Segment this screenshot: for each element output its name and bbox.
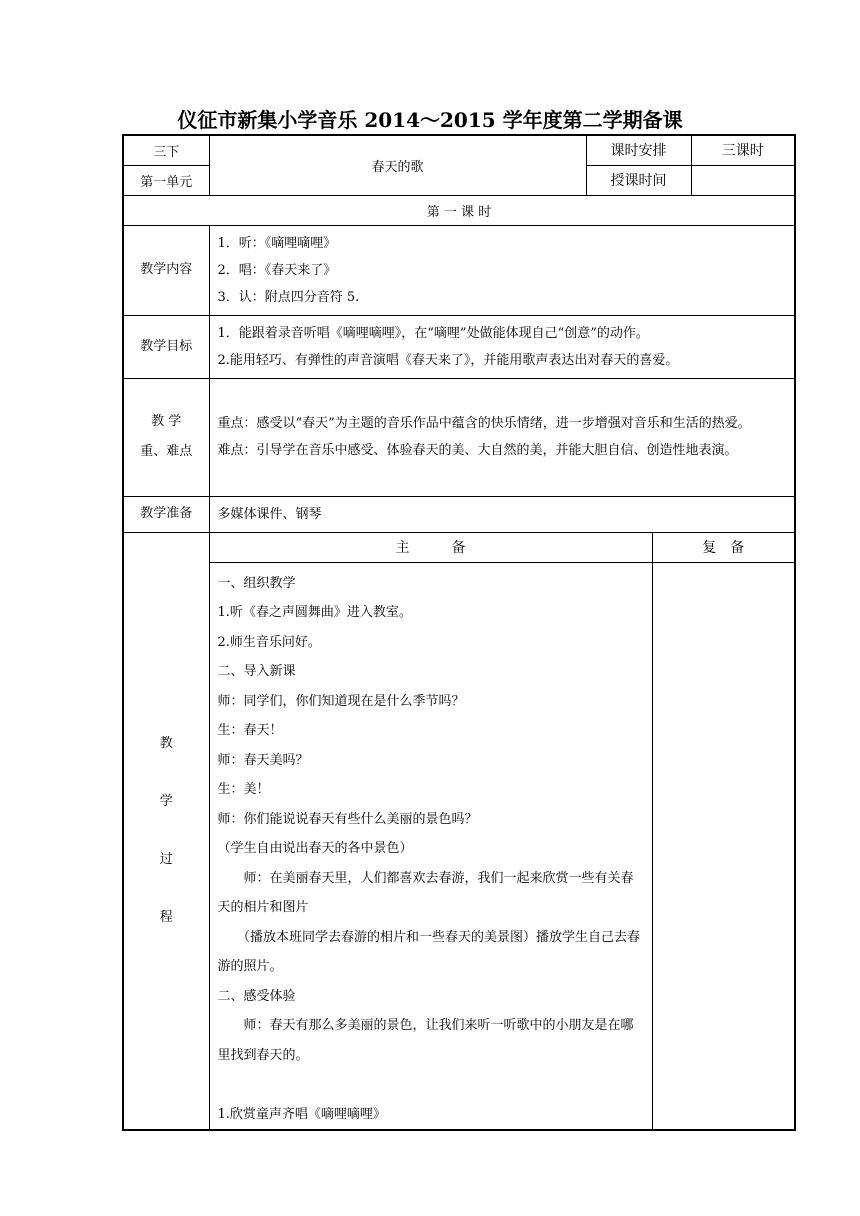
- lesson-plan-table: [122, 134, 796, 1131]
- content-item-3: 3．认：附点四分音符 5.: [217, 289, 360, 305]
- keypoints-label: [123, 378, 209, 496]
- period-heading: 第 一 课 时: [123, 195, 795, 225]
- prep-value: 多媒体课件、钢琴: [209, 496, 795, 532]
- main-prep-body: [209, 562, 652, 1130]
- process-line: （学生自由说出春天的各中景色）: [217, 841, 413, 856]
- review-prep-body: [652, 562, 795, 1130]
- process-label-char-4: 程: [159, 909, 173, 925]
- process-line: 二、感受体验: [217, 988, 296, 1004]
- keypoints-label-line1: 教 学: [151, 414, 182, 429]
- process-label-char-3: 过: [159, 851, 173, 867]
- keypoint-focus: 重点：感受以“春天”为主题的音乐作品中蕴含的快乐情绪，进一步增强对音乐和生活的热爱。: [217, 416, 751, 431]
- goals-label: 教学目标: [123, 315, 209, 378]
- content-label: 教学内容: [123, 225, 209, 315]
- goal-item-2: 2.能用轻巧、有弹性的声音演唱《春天来了》，并能用歌声表达出对春天的喜爱。: [217, 352, 679, 368]
- process-line: （播放本班同学去春游的相片和一些春天的美景图）播放学生自己去春游的照片。: [217, 929, 641, 974]
- process-line: 1.欣赏童声齐唱《嘀哩嘀哩》: [217, 1106, 386, 1122]
- schedule-value: 三课时: [691, 135, 795, 165]
- time-label: 授课时间: [586, 165, 691, 195]
- review-prep-header: 复 备: [652, 532, 795, 562]
- page-title: 仪征市新集小学音乐 2014～2015 学年度第二学期备课: [177, 108, 683, 132]
- lesson-title: 春天的歌: [209, 135, 586, 195]
- process-line: 2.师生音乐问好。: [217, 634, 321, 650]
- content-item-2: 2．唱：《春天来了》: [217, 262, 337, 278]
- process-label-char-1: 教: [159, 735, 173, 751]
- unit-cell: 第一单元: [123, 165, 209, 195]
- process-line: 1.听《春之声圆舞曲》进入教室。: [217, 605, 412, 620]
- process-line: [218, 1070, 644, 1100]
- process-line: 师：春天美吗？: [217, 752, 309, 768]
- content-item-1: 1．听：《嘀哩嘀哩》: [217, 235, 337, 251]
- process-label: [123, 532, 209, 1130]
- content-body: [209, 225, 795, 315]
- process-line: 师：春天有那么多美丽的景色，让我们来听一听歌中的小朋友是在哪里找到春天的。: [217, 1018, 634, 1063]
- prep-label: 教学准备: [123, 496, 209, 532]
- process-line: 师：在美丽春天里，人们都喜欢去春游，我们一起来欣赏一些有关春天的相片和图片: [217, 870, 634, 915]
- process-label-char-2: 学: [159, 793, 173, 809]
- schedule-label: 课时安排: [586, 135, 691, 165]
- main-prep-header: 主 备: [209, 532, 652, 562]
- process-line: 师：同学们，你们知道现在是什么季节吗？: [217, 693, 465, 709]
- goals-body: [209, 315, 795, 378]
- keypoint-difficulty: 难点：引导学在音乐中感受、体验春天的美、大自然的美，并能大胆自信、创造性地表演。: [217, 443, 738, 458]
- process-line: 生：春天！: [217, 723, 283, 738]
- keypoints-label-line2: 重、难点: [140, 444, 193, 459]
- process-line: 一、组织教学: [217, 575, 296, 591]
- grade-cell: 三下: [123, 135, 209, 165]
- process-line: 师：你们能说说春天有些什么美丽的景色吗？: [217, 811, 478, 827]
- time-value: [691, 165, 795, 195]
- process-line: 生：美！: [217, 782, 270, 797]
- process-line: 二、导入新课: [217, 664, 296, 679]
- keypoints-body: [209, 378, 795, 496]
- goal-item-1: 1．能跟着录音听唱《嘀哩嘀哩》，在“嘀哩”处做能体现自己“创意”的动作。: [217, 325, 649, 341]
